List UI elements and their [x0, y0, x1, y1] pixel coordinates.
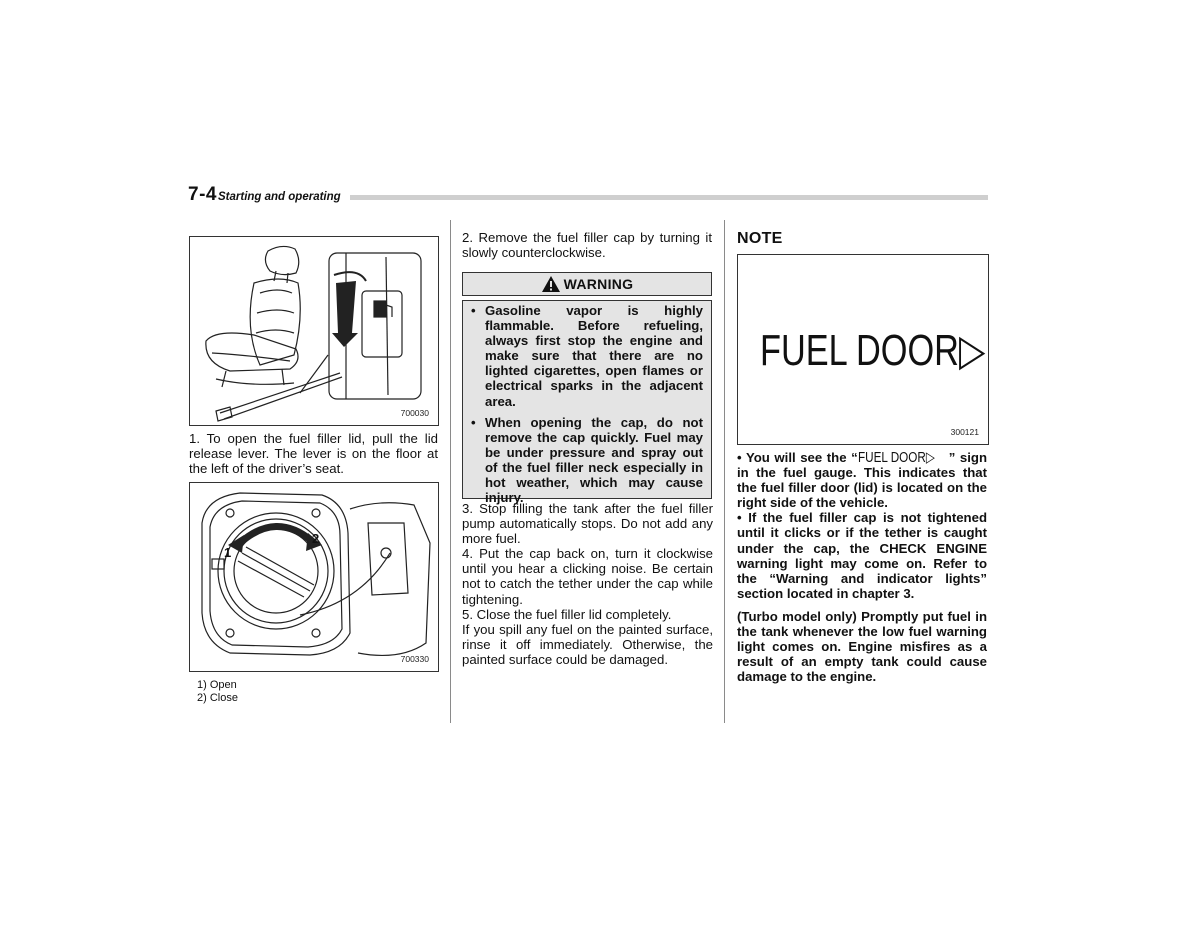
callout-1: 1 — [224, 545, 232, 560]
page-number: 7-4 — [188, 184, 217, 205]
note-item-2: • If the fuel filler cap is not tightened until it clicks or if the tether is caught under the cap, the CHECK ENGINE warning light may come on. Refer to the “Warning and indicator lights” section located in chapter 3. — [737, 510, 987, 601]
figure-code: 300121 — [950, 427, 979, 437]
filler-cap-illustration — [189, 482, 439, 672]
bullet-icon: • — [471, 414, 476, 430]
note-title: NOTE — [737, 230, 783, 247]
callout-2: 2 — [312, 531, 320, 546]
step-2-text: 2. Remove the fuel filler cap by turning it slowly counterclockwise. — [462, 230, 712, 261]
warning-title: WARNING — [563, 276, 634, 292]
warning-header — [462, 272, 712, 296]
warning-item: • Gasoline vapor is highly flammable. Before refueling, always first stop the engine and make sure that there are no lighted cigarettes, open flames or electrical sparks in the adjacent area. — [471, 303, 703, 409]
turbo-note: (Turbo model only) Promptly put fuel in the tank whenever the low fuel warning light comes on. Engine misfires as a result of an empty tank could cause damage to the engine. — [737, 608, 987, 685]
seat-lever-illustration — [189, 236, 439, 426]
inline-fuel-door-sign: FUEL DOOR▷ — [857, 449, 935, 466]
column-divider-2 — [724, 220, 725, 723]
step-5-text: 5. Close the fuel filler lid completely. — [462, 606, 672, 622]
section-title: Starting and operating — [218, 191, 341, 203]
steps-3-5 — [462, 501, 713, 667]
column-divider-1 — [450, 220, 451, 723]
header-rule — [350, 195, 988, 200]
warning-triangle-icon — [541, 275, 561, 293]
figure-code: 700030 — [400, 408, 429, 418]
note-body — [737, 450, 987, 684]
fuel-door-sign-illustration — [737, 254, 989, 445]
figure-captions — [197, 679, 238, 705]
step-4-text: 4. Put the cap back on, turn it clockwise until you hear a clicking noise. Be certain not to catch the tether under the cap while tightening. — [462, 546, 713, 607]
fuel-door-arrow-icon: ▷ — [958, 326, 986, 375]
filler-cap-drawing — [190, 483, 438, 671]
bullet-icon: • — [737, 510, 749, 526]
pull-arrow-icon — [332, 281, 358, 347]
step-1-text: 1. To open the fuel filler lid, pull the lid release lever. The lever is on the floor at the left of the driver’s seat. — [189, 431, 438, 477]
spill-text: If you spill any fuel on the painted surface, rinse it off immediately. Otherwise, the painted surface could be damaged. — [462, 621, 713, 667]
caption-close: 2) Close — [197, 692, 238, 704]
bullet-icon: • — [471, 303, 476, 318]
figure-code: 700330 — [400, 654, 429, 664]
note-item-1: • You will see the “FUEL DOOR▷ ” sign in the fuel gauge. This indicates that the fuel filler door (lid) is located on the right side of the vehicle. — [737, 449, 988, 511]
step-3-text: 3. Stop filling the tank after the fuel filler pump automatically stops. Do not add any more fuel. — [462, 501, 713, 547]
seat-lever-drawing — [190, 237, 438, 425]
bullet-icon: • — [737, 450, 746, 465]
warning-box — [462, 300, 712, 506]
caption-open: 1) Open — [197, 679, 237, 691]
fuel-door-sign: FUEL DOOR▷ — [760, 326, 986, 375]
warning-item: • When opening the cap, do not remove the cap quickly. Fuel may be under pressure and spray out of the fuel filler neck especially in hot weather, which may cause injury. — [471, 414, 703, 506]
